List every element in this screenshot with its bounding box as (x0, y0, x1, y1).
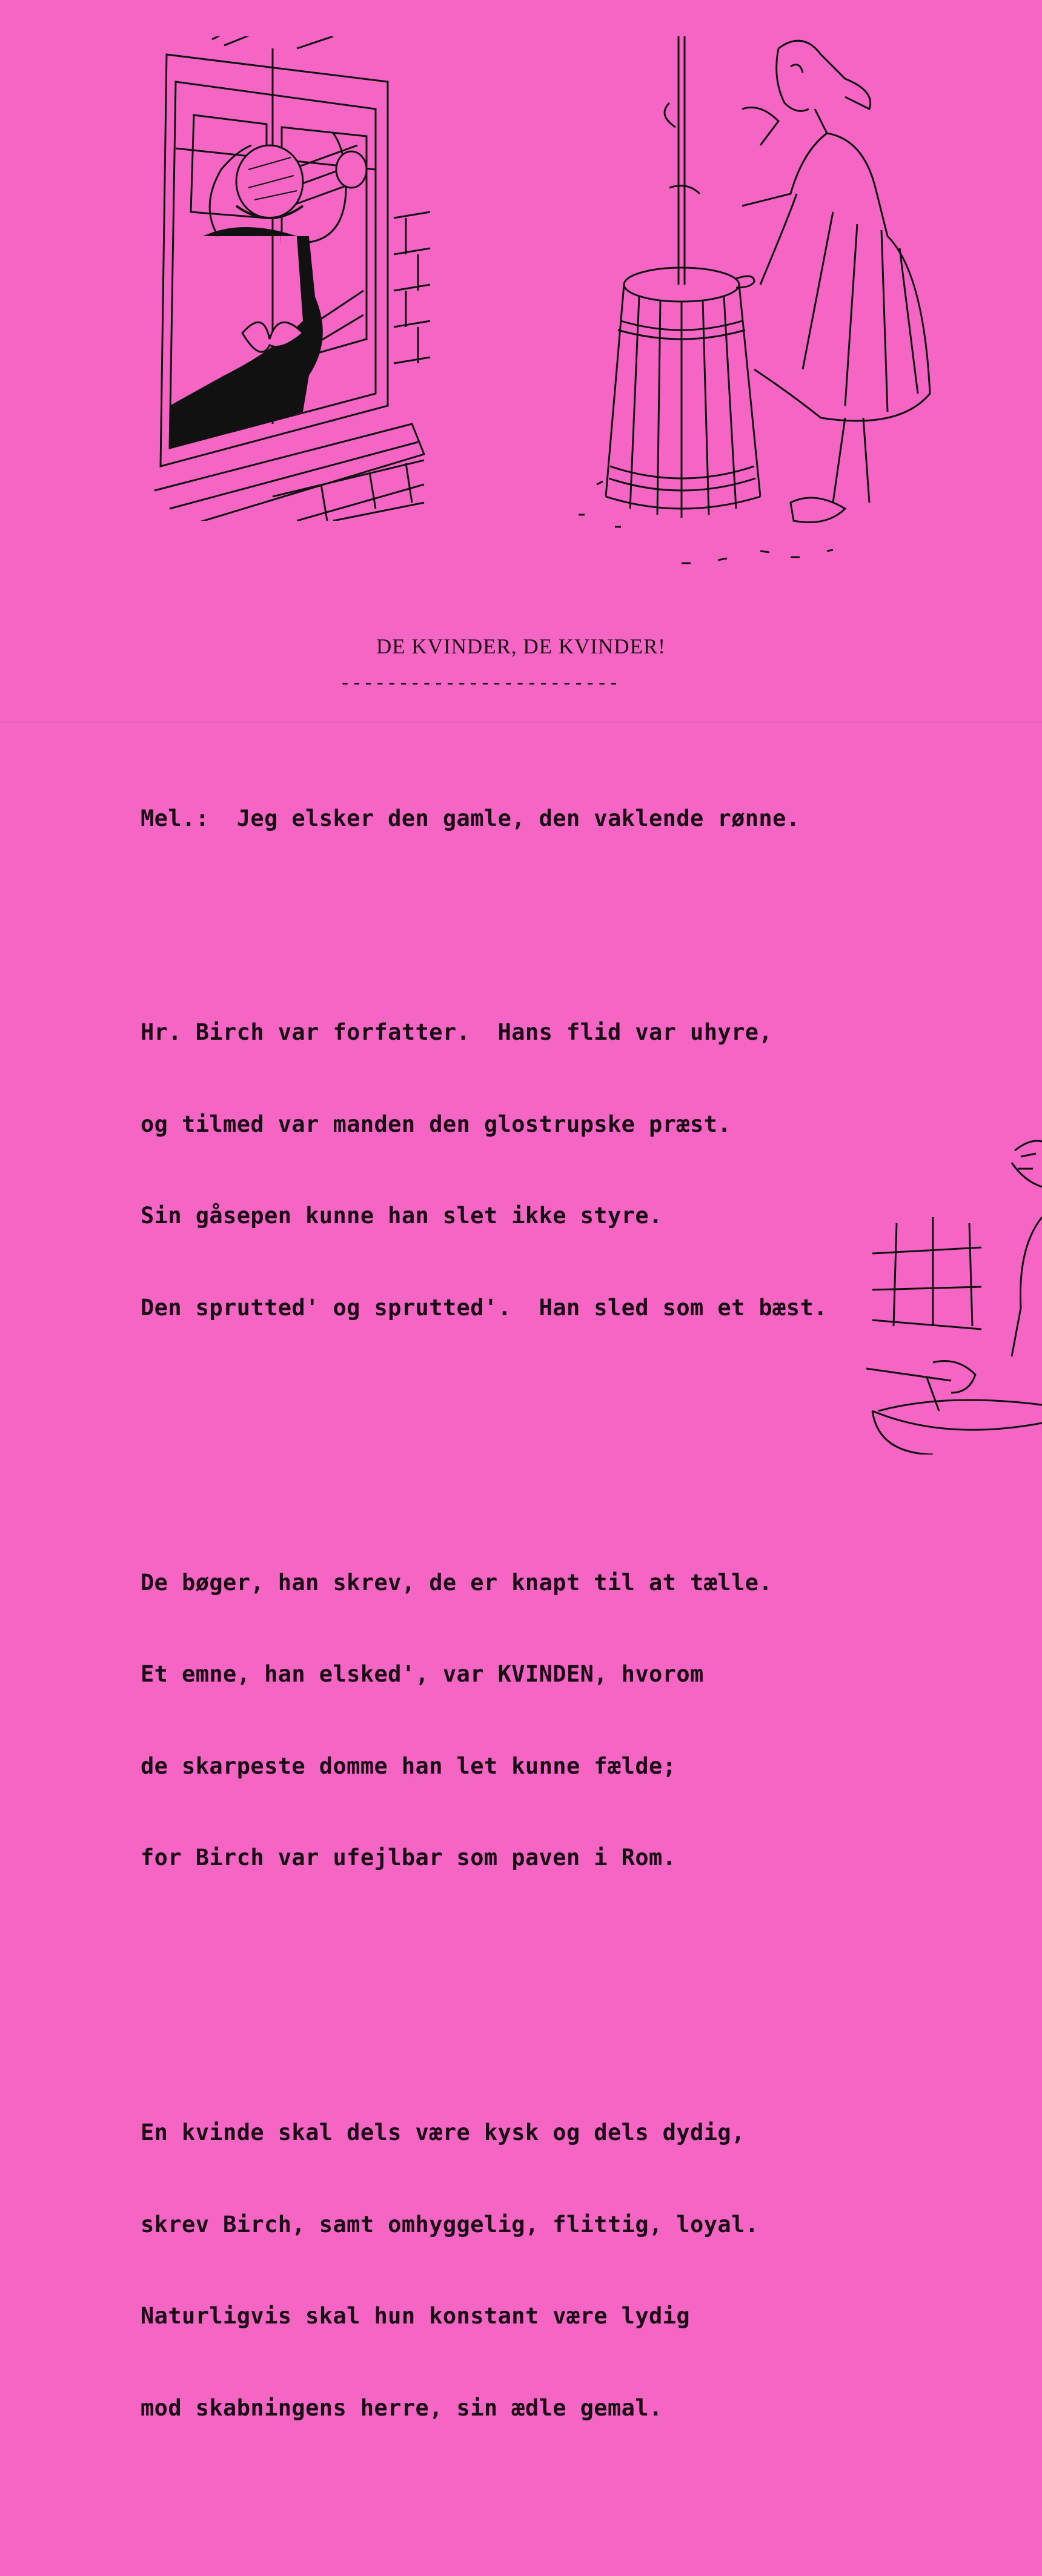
melody-line: Mel.: Jeg elsker den gamle, den vaklende rønne. (141, 805, 800, 831)
verse-line: skrev Birch, samt omhyggelig, flittig, loyal. (141, 2211, 759, 2237)
stanza-3 (141, 2056, 1001, 2485)
verse-line: mod skabningens herre, sin ædle gemal. (141, 2394, 663, 2421)
song-text (141, 742, 1001, 2576)
verse-line: Sin gåsepen kunne han slet ikke styre. (141, 1203, 663, 1229)
title-underline: ------------------------ (339, 671, 620, 694)
paper-fold-line (0, 722, 1042, 724)
verse-line: En kvinde skal dels være kysk og dels dydig, (141, 2119, 745, 2145)
woman-churning-butter-illustration (560, 30, 948, 575)
verse-line: for Birch var ufejlbar som paven i Rom. (141, 1844, 677, 1871)
verse-line: De bøger, han skrev, de er knapt til at tælle. (141, 1569, 773, 1596)
song-title: DE KVINDER, DE KVINDER! (376, 635, 666, 658)
verse-line: Et emne, han elsked', var KVINDEN, hvorom (141, 1661, 704, 1687)
verse-line: Hr. Birch var forfatter. Hans flid var uhyre, (141, 1019, 773, 1045)
woman-kneading-bowl-illustration (860, 1126, 1042, 1455)
woman-washing-window-illustration (151, 36, 436, 521)
verse-line: Den sprutted' og sprutted'. Han sled som et bæst. (141, 1294, 828, 1321)
verse-line: Naturligvis skal hun konstant være lydig (141, 2303, 691, 2329)
verse-line: og tilmed var manden den glostrupske præst. (141, 1111, 732, 1137)
verse-line: de skarpeste domme han let kunne fælde; (141, 1752, 677, 1779)
stanza-2 (141, 1507, 1001, 1935)
